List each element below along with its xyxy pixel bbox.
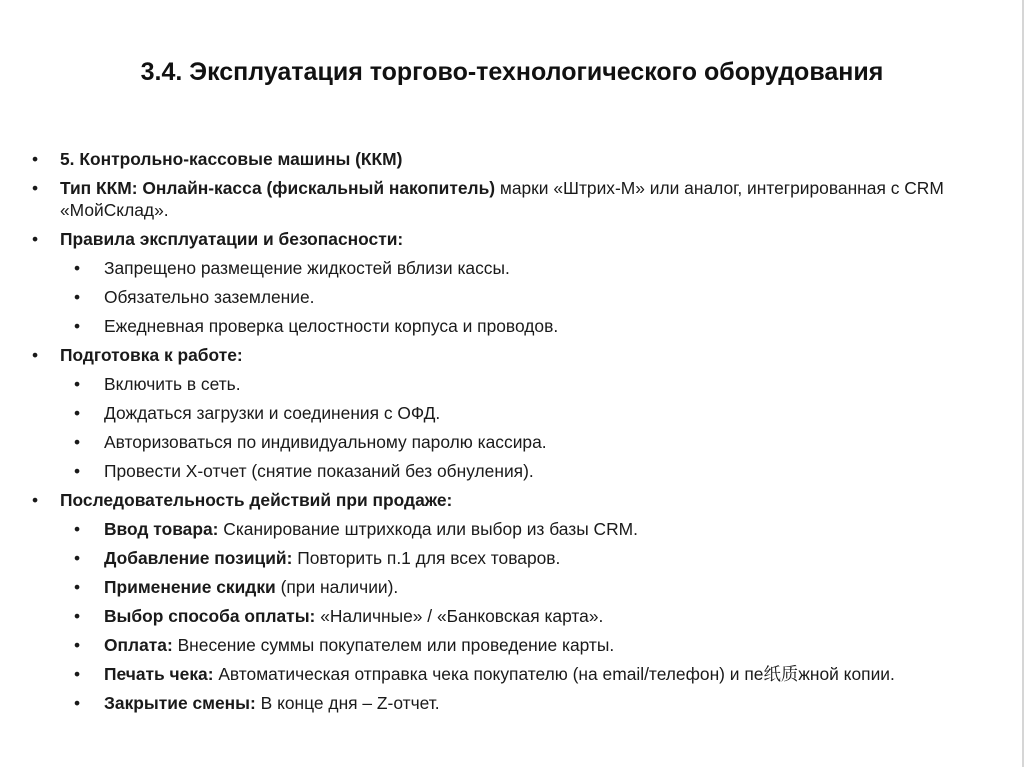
- list-item-text: Авторизоваться по индивидуальному паролю кассира.: [104, 432, 547, 452]
- list-item-text: (при наличии).: [275, 577, 399, 597]
- bullet-marker: •: [74, 316, 81, 336]
- bullet-marker: •: [74, 577, 81, 597]
- bullet-marker: •: [74, 461, 81, 481]
- list-item: [32, 228, 1002, 250]
- list-item-text: «Наличные» / «Банковская карта».: [315, 606, 604, 626]
- sub-list-item: [32, 634, 1002, 656]
- list-item-bold: Применение скидки: [104, 577, 276, 597]
- list-item: [32, 177, 1002, 221]
- list-item-text: Провести X-отчет (снятие показаний без обнуления).: [104, 461, 534, 481]
- slide-title: 3.4. Эксплуатация торгово-технологического оборудования: [140, 58, 884, 86]
- sub-list-item: [32, 286, 1002, 308]
- list-item: [32, 344, 1002, 366]
- list-item-text: Повторить п.1 для всех товаров.: [292, 548, 561, 568]
- bullet-marker: •: [74, 258, 81, 278]
- bullet-list: [32, 148, 1002, 721]
- list-item-bold: Добавление позиций:: [104, 548, 293, 568]
- list-item-text: Дождаться загрузки и соединения с ОФД.: [104, 403, 441, 423]
- bullet-marker: •: [74, 606, 81, 626]
- list-item-text: Включить в сеть.: [104, 374, 241, 394]
- bullet-marker: •: [32, 229, 39, 249]
- bullet-marker: •: [74, 664, 81, 684]
- list-item-text: Внесение суммы покупателем или проведение карты.: [172, 635, 615, 655]
- list-item-bold: Печать чека:: [104, 664, 214, 684]
- list-item-text: Обязательно заземление.: [104, 287, 315, 307]
- list-item-bold: Закрытие смены:: [104, 693, 256, 713]
- bullet-marker: •: [74, 374, 81, 394]
- list-item-bold: Правила эксплуатации и безопасности:: [60, 229, 404, 249]
- sub-list-item: [32, 663, 1002, 685]
- sub-list-item: [32, 518, 1002, 540]
- sub-list-item: [32, 576, 1002, 598]
- bullet-marker: •: [74, 635, 81, 655]
- sub-list-item: [32, 402, 1002, 424]
- list-item-text: Автоматическая отправка чека покупателю (на email/телефон) и пе纸质жной копии.: [213, 664, 895, 684]
- list-item-bold: 5. Контрольно-кассовые машины (ККМ): [60, 149, 403, 169]
- bullet-marker: •: [74, 432, 81, 452]
- list-item-bold: Выбор способа оплаты:: [104, 606, 316, 626]
- list-item-bold: Тип ККМ: Онлайн-касса (фискальный накопитель): [60, 178, 496, 198]
- bullet-marker: •: [32, 490, 39, 510]
- list-item-text: Запрещено размещение жидкостей вблизи кассы.: [104, 258, 510, 278]
- bullet-marker: •: [74, 403, 81, 423]
- list-item: [32, 489, 1002, 511]
- sub-list-item: [32, 315, 1002, 337]
- list-item-text: В конце дня – Z-отчет.: [255, 693, 440, 713]
- sub-list-item: [32, 257, 1002, 279]
- bullet-marker: •: [32, 345, 39, 365]
- bullet-marker: •: [74, 519, 81, 539]
- sub-list-item: [32, 460, 1002, 482]
- list-item-bold: Подготовка к работе:: [60, 345, 243, 365]
- bullet-marker: •: [32, 178, 39, 198]
- list-item-bold: Ввод товара:: [104, 519, 219, 539]
- sub-list-item: [32, 373, 1002, 395]
- list-item-bold: Последовательность действий при продаже:: [60, 490, 453, 510]
- sub-list-item: [32, 547, 1002, 569]
- list-item-text: Ежедневная проверка целостности корпуса и проводов.: [104, 316, 559, 336]
- list-item: [32, 148, 1002, 170]
- sub-list-item: [32, 431, 1002, 453]
- sub-list-item: [32, 605, 1002, 627]
- bullet-marker: •: [74, 287, 81, 307]
- list-item-bold: Оплата:: [104, 635, 173, 655]
- bullet-marker: •: [74, 693, 81, 713]
- list-item-text: марки «Штрих-М» или аналог, интегрированная с CRM «МойСклад».: [60, 178, 944, 220]
- list-item-text: Сканирование штрихкода или выбор из базы CRM.: [218, 519, 638, 539]
- bullet-marker: •: [74, 548, 81, 568]
- bullet-marker: •: [32, 149, 39, 169]
- sub-list-item: [32, 692, 1002, 714]
